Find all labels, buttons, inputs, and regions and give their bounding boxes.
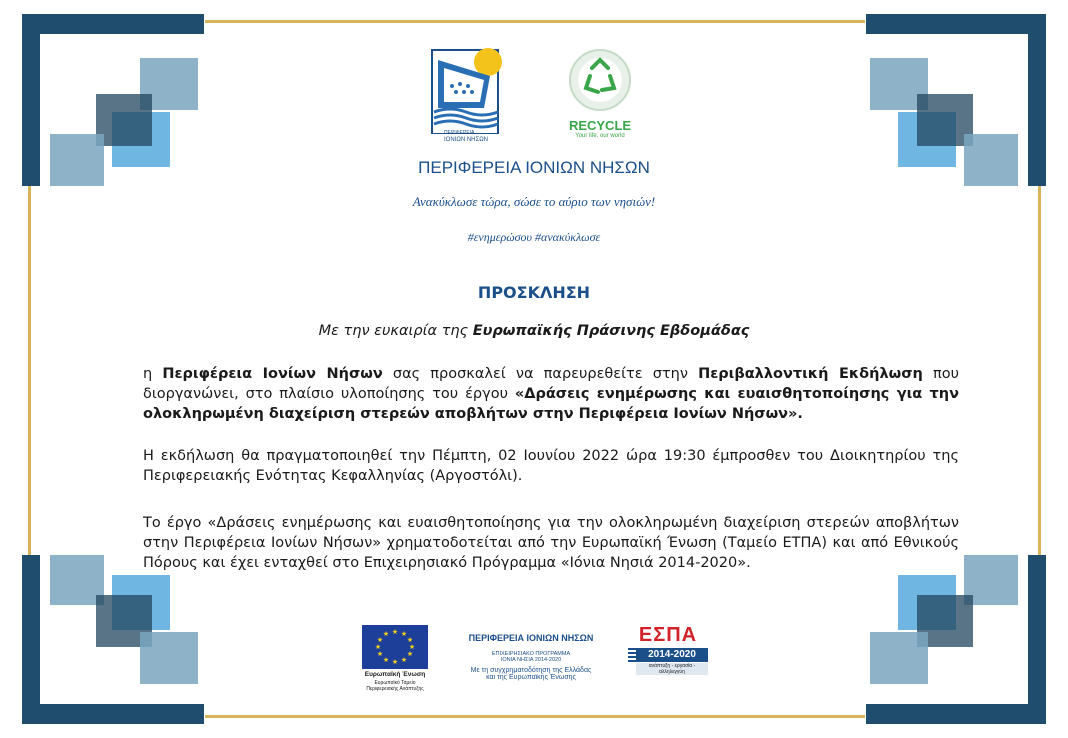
slogan: Ανακύκλωσε τώρα, σώσε το αύριο των νησιών! xyxy=(412,194,656,209)
op-note-2: και της Ευρωπαϊκής Ένωσης xyxy=(486,674,576,681)
p1-seg-1: Περιφέρεια Ιονίων Νήσων xyxy=(162,366,383,382)
paragraph-funding: Το έργο «Δράσεις ενημέρωσης και ευαισθητοποίησης για την ολοκληρωμένη διαχείριση στερεών αποβλήτων στην Περιφέρεια Ιονίων Νήσων» χρηματοδοτείται από την Ευρωπαϊκή Ένωση (Ταμείο ΕΤΠΑ) και από Εθνικούς Πόρους και έχει ενταχθεί στο Επιχειρησιακό Πρόγραμμα «Ιόνια Νησιά 2014-2020». xyxy=(143,515,959,571)
operational-programme-logo xyxy=(450,633,612,681)
svg-text:★: ★ xyxy=(376,650,384,658)
svg-text:★: ★ xyxy=(382,630,390,638)
espa-tagline: ανάπτυξη - εργασία - αλληλεγγύη xyxy=(636,663,708,675)
svg-text:★: ★ xyxy=(376,636,384,644)
eu-flag-icon xyxy=(362,625,428,669)
recycle-tagline: Your life, our world xyxy=(575,133,625,139)
recycle-icon xyxy=(562,46,638,118)
p1-seg-4: που διοργανώνει, στο πλαίσιο υλοποίησης του έργου xyxy=(143,366,959,402)
page-title: ΠΕΡΙΦΕΡΕΙΑ ΙΟΝΙΩΝ ΝΗΣΩΝ xyxy=(418,158,650,177)
ionian-islands-logo-icon xyxy=(430,46,508,134)
op-sub-1: ΕΠΙΧΕΙΡΗΣΙΑΚΟ ΠΡΟΓΡΑΜΜΑ xyxy=(491,651,571,657)
p1-seg-3: Περιβαλλοντική Εκδήλωση xyxy=(698,366,923,382)
svg-text:★: ★ xyxy=(400,656,408,664)
svg-text:★: ★ xyxy=(391,658,399,666)
region-logo-line1: ΠΕΡΙΦΕΡΕΙΑ xyxy=(444,130,475,136)
eu-sub-1: Ευρωπαϊκό Ταμείο xyxy=(374,680,416,686)
recycle-logo xyxy=(562,46,638,142)
paragraph-event-details: Η εκδήλωση θα πραγματοποιηθεί την Πέμπτη, 02 Ιουνίου 2022 ώρα 19:30 έμπροσθεν του Διοικητηρίου της Περιφερειακής Ενότητας Κεφαλληνίας (Αργοστόλι). xyxy=(143,448,959,484)
espa-title: ΕΣΠΑ xyxy=(638,624,698,646)
espa-logo xyxy=(628,624,710,675)
svg-text:★: ★ xyxy=(406,650,414,658)
greek-flag-icon xyxy=(628,648,636,662)
eu-logo xyxy=(362,625,432,695)
svg-text:★: ★ xyxy=(408,643,416,651)
recycle-label: RECYCLE xyxy=(568,118,632,133)
svg-text:★: ★ xyxy=(400,630,408,638)
espa-years: 2014-2020 xyxy=(636,648,708,662)
eu-label: Ευρωπαϊκή Ένωση xyxy=(364,671,426,678)
region-logo xyxy=(430,46,508,146)
p1-seg-5: «Δράσεις ενημέρωσης και ευαισθητοποίησης για την ολοκληρωμένη διαχείριση στερεών αποβλήτων στην Περιφέρεια Ιονίων Νήσων». xyxy=(143,386,959,422)
op-title: ΠΕΡΙΦΕΡΕΙΑ ΙΟΝΙΩΝ ΝΗΣΩΝ xyxy=(468,633,594,643)
p1-seg-0: η xyxy=(143,366,163,382)
invitation-heading: ΠΡΟΣΚΛΗΣΗ xyxy=(477,283,591,302)
eu-sub-2: Περιφερειακής Ανάπτυξης xyxy=(366,686,424,692)
region-logo-line2: ΙΟΝΙΩΝ ΝΗΣΩΝ xyxy=(444,137,489,143)
svg-text:★: ★ xyxy=(382,656,390,664)
occasion-line xyxy=(0,323,1068,339)
svg-text:★: ★ xyxy=(406,636,414,644)
svg-text:★: ★ xyxy=(374,643,382,651)
p1-seg-2: σας προσκαλεί να παρευρεθείτε στην xyxy=(382,366,699,382)
svg-text:★: ★ xyxy=(391,628,399,636)
occasion-prefix: Με την ευκαιρία της xyxy=(318,323,473,339)
hashtags: #ενημερώσου #ανακύκλωσε xyxy=(467,230,601,244)
frame-top-line xyxy=(205,20,865,23)
paragraph-invitation xyxy=(143,364,959,424)
occasion-name: Ευρωπαϊκής Πράσινης Εβδομάδας xyxy=(472,323,750,339)
op-note-1: Με τη συγχρηματοδότηση της Ελλάδας xyxy=(470,667,592,674)
op-sub-2: ΙΟΝΙΑ ΝΗΣΙΑ 2014-2020 xyxy=(500,657,562,663)
frame-bottom-line xyxy=(205,715,865,718)
